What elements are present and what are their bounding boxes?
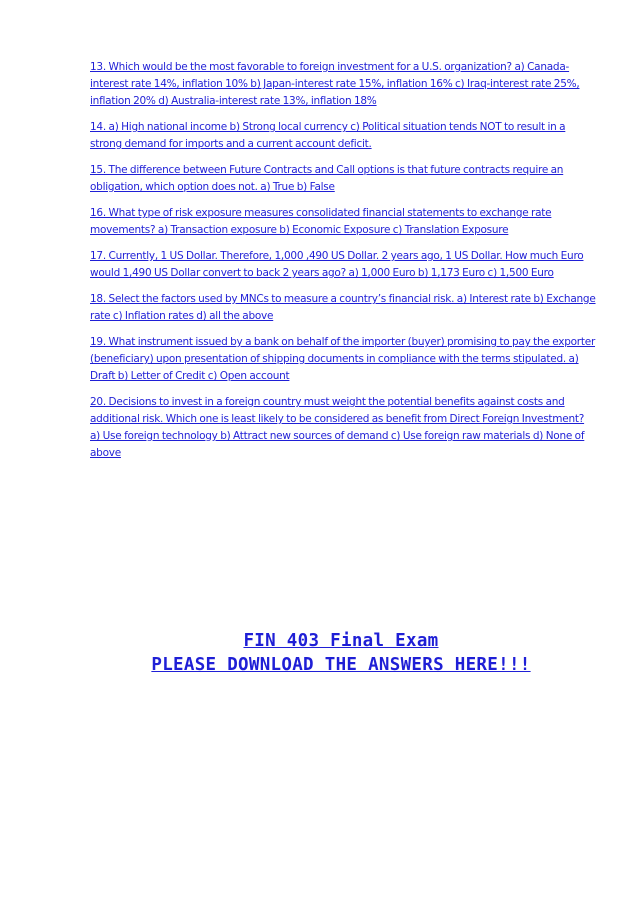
download-answers-link[interactable]: PLEASE DOWNLOAD THE ANSWERS HERE!!! (151, 655, 531, 675)
question-20-link[interactable]: 20. Decisions to invest in a foreign country must weight the potential benefits against costs and additional risk. Which one is least likely to be considered as benefit from Direct Foreign Investment? a) Use foreign technology b) Attract new sources of demand c) Use foreign raw materials d) None of above (90, 396, 585, 459)
question-17-link[interactable]: 17. Currently, 1 US Dollar. Therefore, 1,000 ,490 US Dollar. 2 years ago, 1 US Dollar. How much Euro would 1,490 US Dollar convert to back 2 years ago? a) 1,000 Euro b) 1,173 Euro c) 1,500 Euro (90, 250, 584, 279)
question-18-link[interactable]: 18. Select the factors used by MNCs to measure a country’s financial risk. a) Interest rate b) Exchange rate c) Inflation rates d) all the above (90, 293, 596, 322)
download-footer (0, 629, 638, 677)
question-13-link[interactable]: 13. Which would be the most favorable to foreign investment for a U.S. organization? a) Canada-interest rate 14%, inflation 10% b) Japan-interest rate 15%, inflation 16% c) Iraq-interest rate 25%, inflation 20% d) Australia-interest rate 13%, inflation 18% (90, 61, 580, 107)
question-19-link[interactable]: 19. What instrument issued by a bank on behalf of the importer (buyer) promising to pay the exporter (beneficiary) upon presentation of shipping documents in compliance with the terms stipulated. a) Draft b) Letter of Credit c) Open account (90, 336, 596, 382)
question-15-link[interactable]: 15. The difference between Future Contracts and Call options is that future contracts require an obligation, which option does not. a) True b) False (90, 164, 564, 193)
question-14-link[interactable]: 14. a) High national income b) Strong local currency c) Political situation tends NOT to result in a strong demand for imports and a current account deficit. (90, 121, 566, 150)
question-list (90, 59, 596, 471)
exam-title-link[interactable]: FIN 403 Final Exam (243, 631, 439, 651)
question-16-link[interactable]: 16. What type of risk exposure measures consolidated financial statements to exchange rate movements? a) Transaction exposure b) Economic Exposure c) Translation Exposure (90, 207, 552, 236)
